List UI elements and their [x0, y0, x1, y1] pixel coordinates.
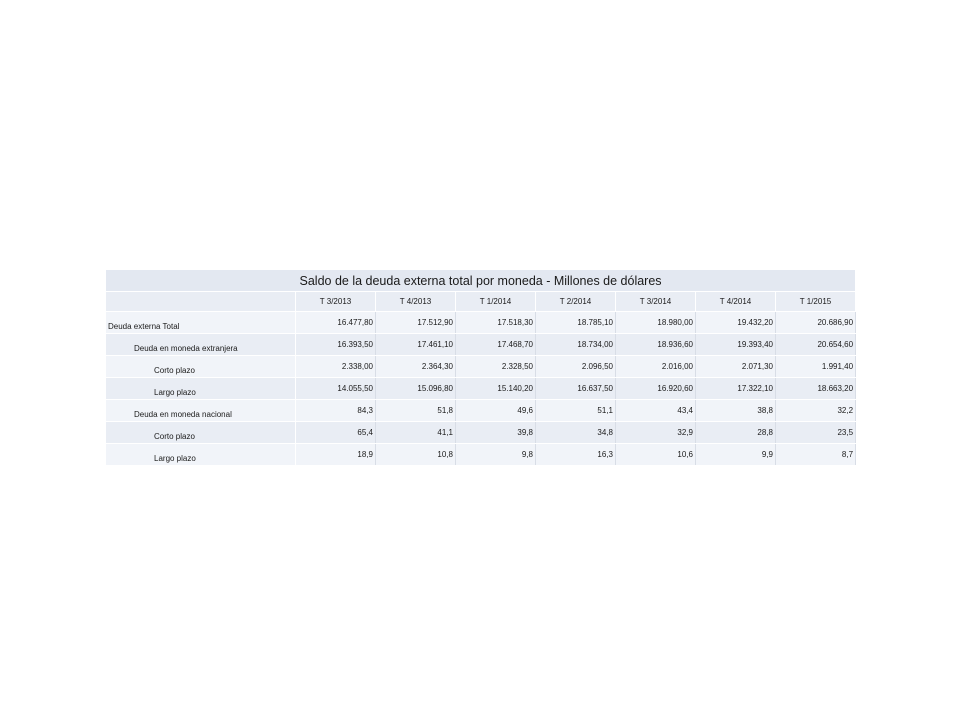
table-row: [106, 422, 856, 444]
cell-value: 18.734,00: [536, 334, 616, 356]
cell-value: 18,9: [296, 444, 376, 466]
cell-value: 28,8: [696, 422, 776, 444]
cell-value: 32,2: [776, 400, 856, 422]
column-header: T 3/2014: [616, 292, 696, 312]
cell-value: 16,3: [536, 444, 616, 466]
cell-value: 10,8: [376, 444, 456, 466]
cell-value: 16.637,50: [536, 378, 616, 400]
cell-value: 38,8: [696, 400, 776, 422]
cell-value: 2.328,50: [456, 356, 536, 378]
cell-value: 15.096,80: [376, 378, 456, 400]
table-row: [106, 378, 856, 400]
cell-value: 2.016,00: [616, 356, 696, 378]
cell-value: 2.338,00: [296, 356, 376, 378]
cell-value: 8,7: [776, 444, 856, 466]
column-header: T 2/2014: [536, 292, 616, 312]
cell-value: 10,6: [616, 444, 696, 466]
table-row: [106, 400, 856, 422]
cell-value: 18.663,20: [776, 378, 856, 400]
table-header-row: [106, 292, 856, 312]
cell-value: 2.071,30: [696, 356, 776, 378]
row-label: Corto plazo: [106, 356, 296, 378]
cell-value: 17.518,30: [456, 312, 536, 334]
cell-value: 19.393,40: [696, 334, 776, 356]
debt-table: [105, 269, 856, 466]
row-label: Deuda en moneda extranjera: [106, 334, 296, 356]
column-header: T 4/2013: [376, 292, 456, 312]
cell-value: 17.468,70: [456, 334, 536, 356]
cell-value: 32,9: [616, 422, 696, 444]
table-row: [106, 444, 856, 466]
cell-value: 16.477,80: [296, 312, 376, 334]
row-label: Largo plazo: [106, 378, 296, 400]
cell-value: 15.140,20: [456, 378, 536, 400]
cell-value: 49,6: [456, 400, 536, 422]
cell-value: 9,8: [456, 444, 536, 466]
row-label: Deuda externa Total: [106, 312, 296, 334]
column-header: T 1/2015: [776, 292, 856, 312]
cell-value: 41,1: [376, 422, 456, 444]
cell-value: 9,9: [696, 444, 776, 466]
cell-value: 65,4: [296, 422, 376, 444]
cell-value: 17.322,10: [696, 378, 776, 400]
cell-value: 84,3: [296, 400, 376, 422]
cell-value: 17.512,90: [376, 312, 456, 334]
cell-value: 19.432,20: [696, 312, 776, 334]
cell-value: 34,8: [536, 422, 616, 444]
row-label: Deuda en moneda nacional: [106, 400, 296, 422]
cell-value: 20.686,90: [776, 312, 856, 334]
column-header: T 1/2014: [456, 292, 536, 312]
cell-value: 18.936,60: [616, 334, 696, 356]
cell-value: 51,1: [536, 400, 616, 422]
cell-value: 2.364,30: [376, 356, 456, 378]
cell-value: 16.920,60: [616, 378, 696, 400]
column-header: T 4/2014: [696, 292, 776, 312]
cell-value: 16.393,50: [296, 334, 376, 356]
table-row: [106, 334, 856, 356]
cell-value: 51,8: [376, 400, 456, 422]
cell-value: 43,4: [616, 400, 696, 422]
row-label: Largo plazo: [106, 444, 296, 466]
cell-value: 17.461,10: [376, 334, 456, 356]
row-label: Corto plazo: [106, 422, 296, 444]
table-title: Saldo de la deuda externa total por moneda - Millones de dólares: [106, 270, 856, 292]
cell-value: 18.785,10: [536, 312, 616, 334]
cell-value: 39,8: [456, 422, 536, 444]
cell-value: 1.991,40: [776, 356, 856, 378]
table-title-row: [106, 270, 856, 292]
column-header: T 3/2013: [296, 292, 376, 312]
cell-value: 23,5: [776, 422, 856, 444]
header-corner: [106, 292, 296, 312]
table-row: [106, 312, 856, 334]
table-row: [106, 356, 856, 378]
cell-value: 20.654,60: [776, 334, 856, 356]
cell-value: 2.096,50: [536, 356, 616, 378]
cell-value: 14.055,50: [296, 378, 376, 400]
cell-value: 18.980,00: [616, 312, 696, 334]
